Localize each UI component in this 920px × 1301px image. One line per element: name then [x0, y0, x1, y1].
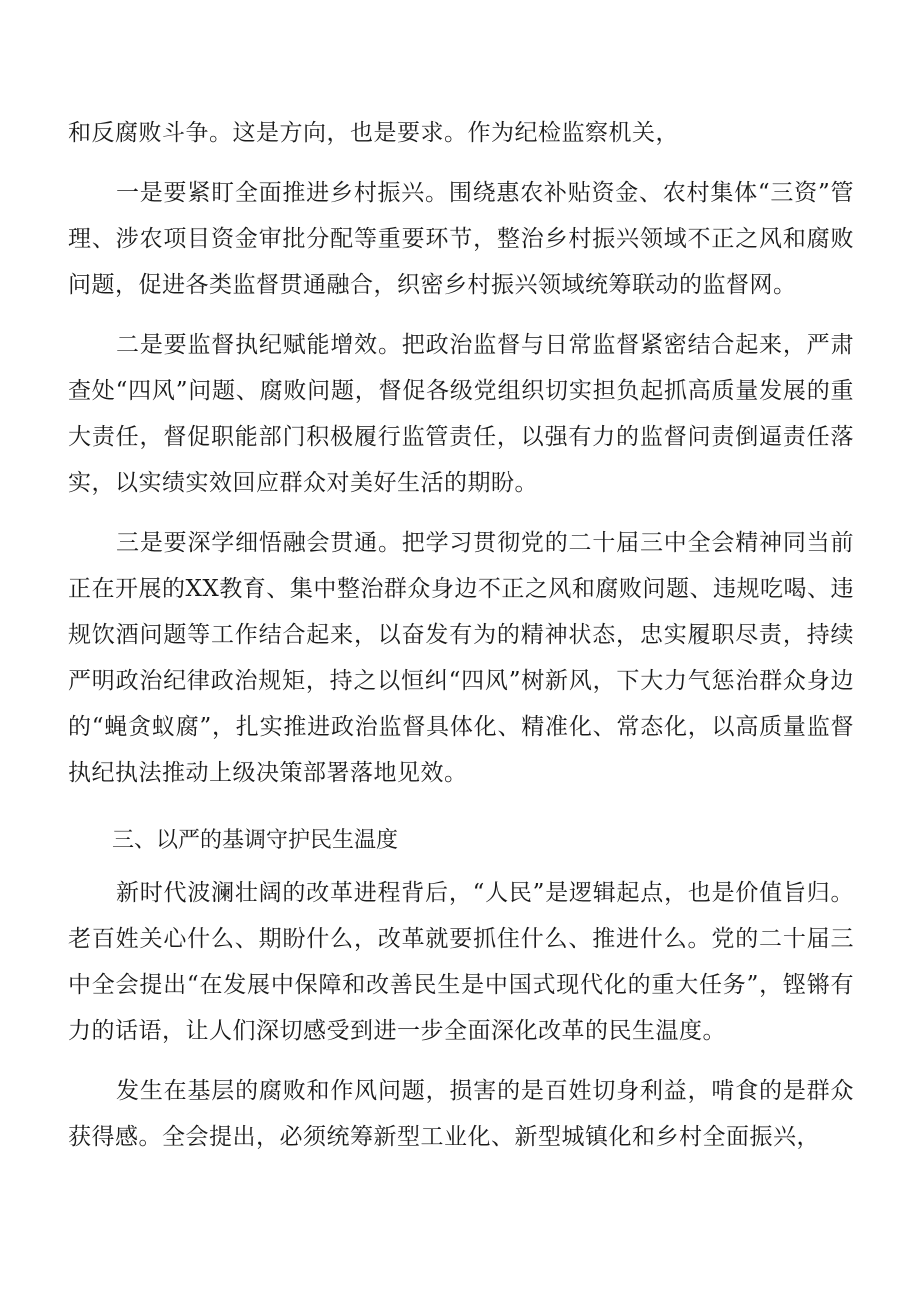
paragraph-people-livelihood: 新时代波澜壮阔的改革进程背后，“人民”是逻辑起点，也是价值旨归。老百姓关心什么、期盼什么，改革就要抓住什么、推进什么。党的二十届三中全会提出“在发展中保障和改善民生是中国式现代化的重大任务”，铿锵有力的话语，让人们深切感受到进一步全面深化改革的民生温度。	[68, 880, 854, 1044]
paragraph-continuation: 和反腐败斗争。这是方向，也是要求。作为纪检监察机关，	[68, 120, 679, 146]
paragraph-grassroots-corruption: 发生在基层的腐败和作风问题，损害的是百姓切身利益，啃食的是群众获得感。全会提出，必须统筹新型工业化、新型城镇化和乡村全面振兴，	[68, 1078, 854, 1150]
paragraph-supervision-efficiency: 二是要监督执纪赋能增效。把政治监督与日常监督紧密结合起来，严肃查处“四风”问题、腐败问题，督促各级党组织切实担负起抓高质量发展的重大责任，督促职能部门积极履行监管责任，以强有力的监督问责倒逼责任落实，以实绩实效回应群众对美好生活的期盼。	[68, 332, 854, 496]
document-body	[68, 110, 854, 1160]
paragraph-rural-revitalization: 一是要紧盯全面推进乡村振兴。围绕惠农补贴资金、农村集体“三资”管理、涉农项目资金审批分配等重要环节，整治乡村振兴领域不正之风和腐败问题，促进各类监督贯通融合，织密乡村振兴领域统筹联动的监督网。	[68, 180, 854, 298]
section-heading: 三、以严的基调守护民生温度	[112, 828, 399, 853]
paragraph-deep-study: 三是要深学细悟融会贯通。把学习贯彻党的二十届三中全会精神同当前正在开展的XX教育、集中整治群众身边不正之风和腐败问题、违规吃喝、违规饮酒问题等工作结合起来，以奋发有为的精神状态，忠实履职尽责，持续严明政治纪律政治规矩，持之以恒纠“四风”树新风，下大力气惩治群众身边的“蝇贪蚁腐”，扎实推进政治监督具体化、精准化、常态化，以高质量监督执纪执法推动上级决策部署落地见效。	[68, 530, 854, 786]
